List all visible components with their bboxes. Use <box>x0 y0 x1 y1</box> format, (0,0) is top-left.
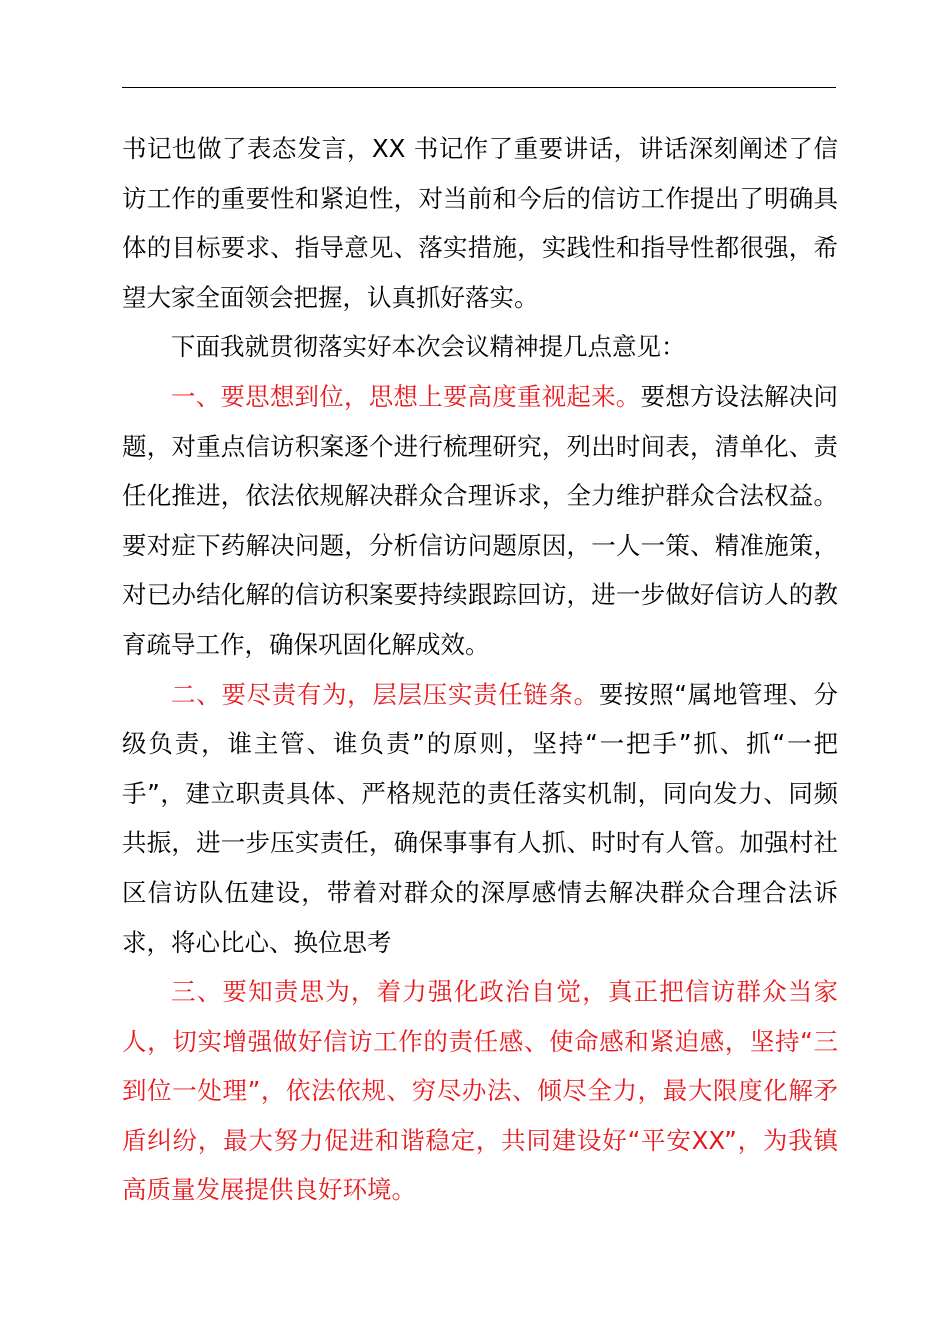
paragraph-5 <box>122 967 838 1215</box>
paragraph-3-red-lead: 一、要思想到位，思想上要高度重视起来。 <box>171 381 641 411</box>
header-rule <box>122 87 836 88</box>
paragraph-3-text: 要想方设法解决问题，对重点信访积案逐个进行梳理研究，列出时间表，清单化、责任化推进，依法依规解决群众合理诉求，全力维护群众合法权益。要对症下药解决问题，分析信访问题原因，一人一策、精准施策，对已办结化解的信访积案要持续跟踪回访，进一步做好信访人的教育疏导工作，确保巩固化解成效。 <box>122 381 839 659</box>
paragraph-1-text: 书记也做了表态发言，XX 书记作了重要讲话，讲话深刻阐述了信访工作的重要性和紧迫性，对当前和今后的信访工作提出了明确具体的目标要求、指导意见、落实措施，实践性和指导性都很强，希望大家全面领会把握，认真抓好落实。 <box>122 134 838 312</box>
paragraph-4-red-lead: 二、要尽责有为，层层压实责任链条。 <box>171 679 599 709</box>
paragraph-1 <box>122 124 838 322</box>
paragraph-2 <box>122 322 838 372</box>
paragraph-4-text: 要按照“属地管理、分级负责，谁主管、谁负责”的原则，坚持“一把手”抓、抓“一把手”，建立职责具体、严格规范的责任落实机制，同向发力、同频共振，进一步压实责任，确保事事有人抓、时时有人管。加强村社区信访队伍建设，带着对群众的深厚感情去解决群众合理合法诉求，将心比心、换位思考 <box>122 679 838 957</box>
paragraph-2-text: 下面我就贯彻落实好本次会议精神提几点意见： <box>171 332 686 362</box>
paragraph-3 <box>122 372 838 670</box>
paragraph-4 <box>122 670 838 968</box>
paragraph-5-red-lead: 三、要知责思为，着力强化政治自觉，真正把信访群众当家人，切实增强做好信访工作的责任感、使命感和紧迫感，坚持“三到位一处理”，依法依规、穷尽办法、倾尽全力，最大限度化解矛盾纠纷，最大努力促进和谐稳定，共同建设好“平安XX”，为我镇高质量发展提供良好环境。 <box>122 977 838 1205</box>
document-body <box>122 124 838 1215</box>
